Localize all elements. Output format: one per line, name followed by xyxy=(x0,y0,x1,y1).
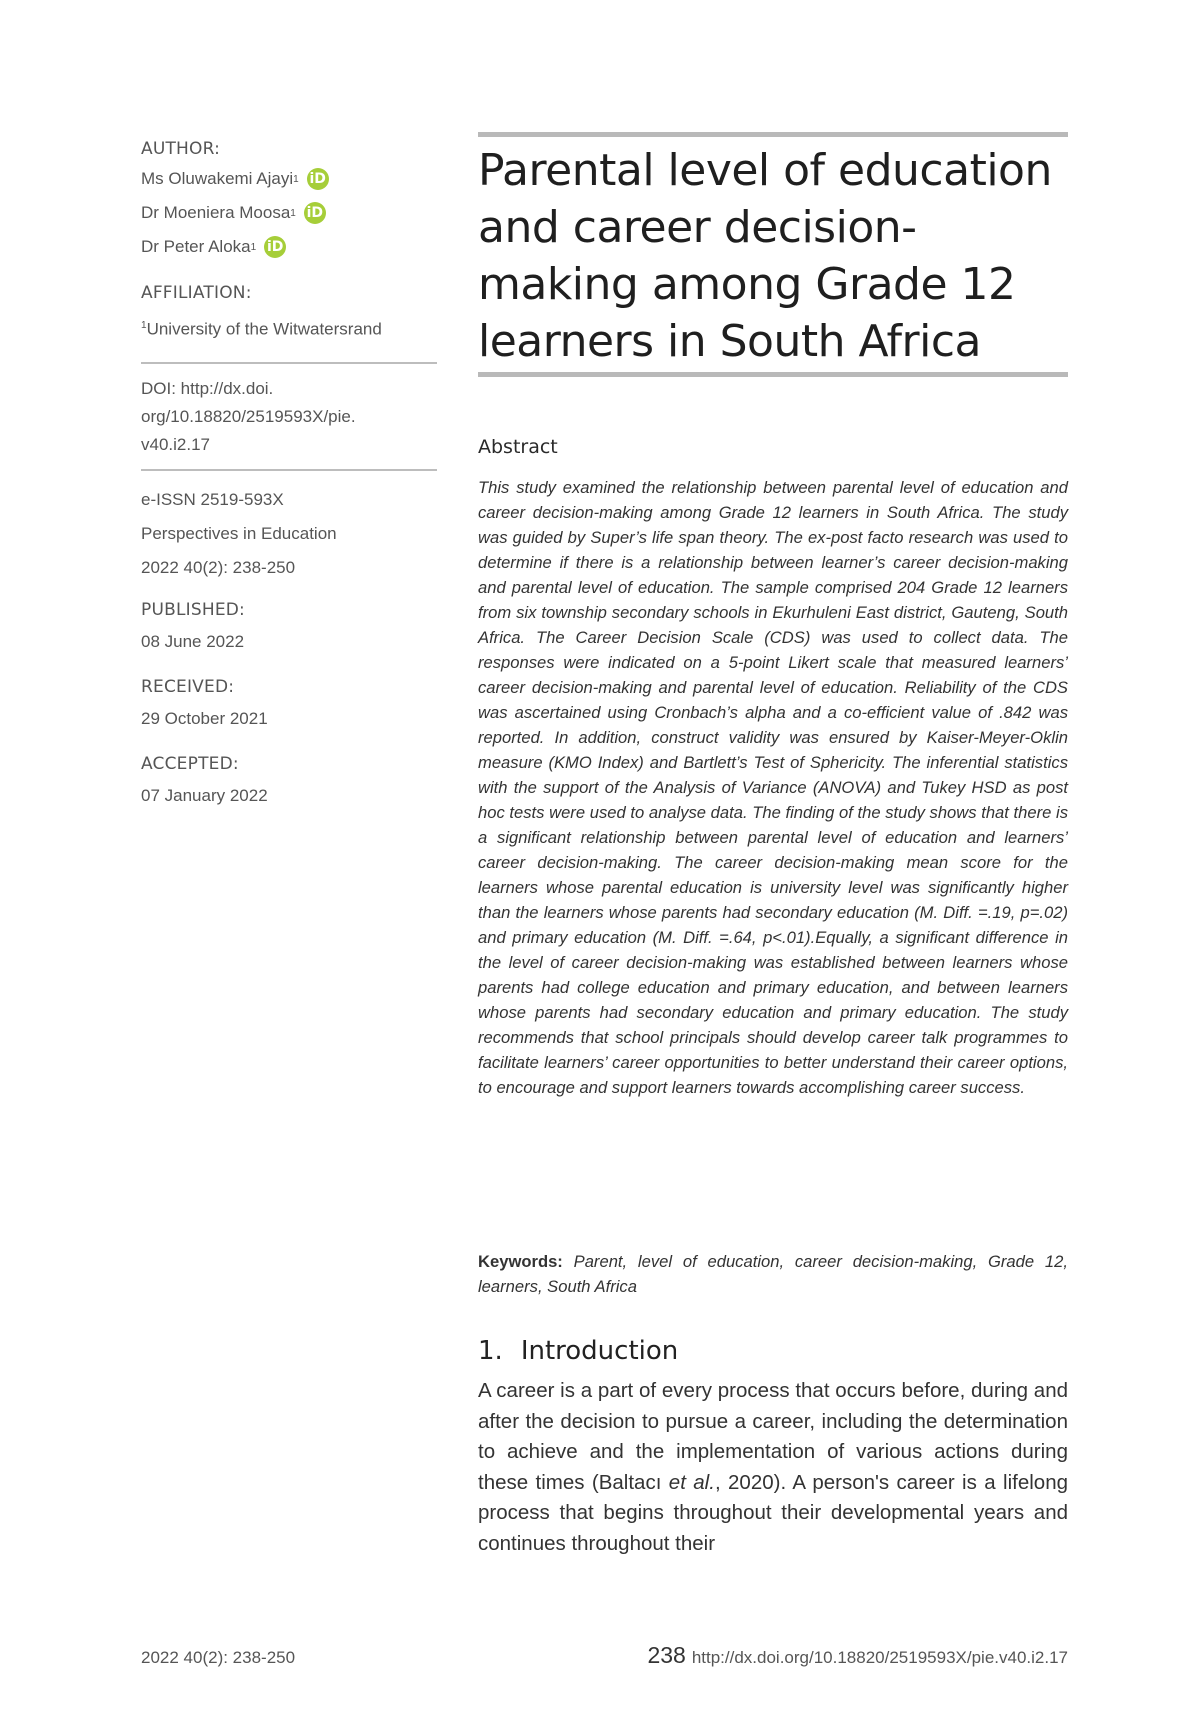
section-number: 1. xyxy=(478,1336,503,1366)
orcid-icon[interactable]: iD xyxy=(304,202,326,224)
published-label: PUBLISHED: xyxy=(141,599,245,620)
footer-doi-link[interactable]: http://dx.doi.org/10.18820/2519593X/pie.v40.i2.17 xyxy=(691,1648,1068,1667)
title-top-rule xyxy=(478,132,1068,137)
received-date: 29 October 2021 xyxy=(141,708,268,728)
keywords-text: Parent, level of education, career decision-making, Grade 12, learners, South Africa xyxy=(478,1252,1068,1296)
divider xyxy=(141,469,437,471)
keywords-label: Keywords: xyxy=(478,1252,563,1271)
doi-line: org/10.18820/2519593X/pie. xyxy=(141,406,356,426)
author-affiliation-sup: 1 xyxy=(290,207,296,219)
intro-text: , 2020). A person's career is a lifelong process that begins throughout their developmental years and continues throughout their xyxy=(478,1470,1068,1555)
article-title: Parental level of education and career decision-making among Grade 12 learners in South Africa xyxy=(478,145,1052,367)
doi-line: v40.i2.17 xyxy=(141,434,210,454)
divider xyxy=(141,362,437,364)
journal-name: Perspectives in Education xyxy=(141,523,337,543)
published-date: 08 June 2022 xyxy=(141,631,245,651)
author-label: AUTHOR: xyxy=(141,139,221,159)
doi-line: DOI: http://dx.doi. xyxy=(141,378,274,398)
accepted-label: ACCEPTED: xyxy=(141,753,239,774)
affiliation xyxy=(141,315,437,341)
article-metadata-sidebar xyxy=(141,138,437,807)
affiliation-sup: 1 xyxy=(141,320,147,331)
author-item xyxy=(141,196,437,230)
page-number: 238 xyxy=(647,1642,686,1668)
footer-right xyxy=(647,1642,1068,1669)
author-name: Ms Oluwakemi Ajayi xyxy=(141,169,294,188)
footer-citation: 2022 40(2): 238-250 xyxy=(141,1648,296,1667)
eissn: e-ISSN 2519-593X xyxy=(141,489,284,509)
intro-etal: et al. xyxy=(668,1470,715,1494)
abstract-heading: Abstract xyxy=(478,436,558,458)
orcid-icon[interactable]: iD xyxy=(264,236,286,258)
received-label: RECEIVED: xyxy=(141,676,235,697)
doi-block[interactable] xyxy=(141,375,437,459)
title-bottom-rule xyxy=(478,372,1068,377)
author-name: Dr Peter Aloka xyxy=(141,237,251,256)
author-affiliation-sup: 1 xyxy=(250,241,257,253)
section-heading-introduction xyxy=(478,1336,678,1366)
author-item xyxy=(141,230,437,264)
introduction-paragraph xyxy=(478,1376,1068,1559)
affiliation-name: University of the Witwatersrand xyxy=(146,319,382,339)
author-name: Dr Moeniera Moosa xyxy=(141,203,291,222)
keywords xyxy=(478,1249,1068,1299)
section-title: Introduction xyxy=(520,1336,679,1366)
affiliation-label: AFFILIATION: xyxy=(141,283,252,303)
author-item xyxy=(141,162,437,196)
author-affiliation-sup: 1 xyxy=(293,173,299,185)
intro-text: A career is a part of every process that occurs before, during and after the decision to pursue a career, including the determination to achieve and the implementation of various actions during these times (Baltacı xyxy=(478,1379,1068,1494)
citation: 2022 40(2): 238-250 xyxy=(141,557,296,577)
orcid-icon[interactable]: iD xyxy=(307,168,329,190)
abstract-text: This study examined the relationship between parental level of education and career decision-making among Grade 12 learners in South Africa. The study was guided by Super’s life span theory. The ex-post facto research was used to determine if there is a relationship between learner’s career decision-making and parental level of education. The sample comprised 204 Grade 12 learners from six township secondary schools in Ekurhuleni East district, Gauteng, South Africa. The Career Decision Scale (CDS) was used to collect data. The responses were indicated on a 5-point Likert scale that measured learners’ career decision-making and parental level of education. Reliability of the CDS was ascertained using Cronbach’s alpha and a co-efficient value of .842 was reported. In addition, construct validity was ensured by Kaiser-Meyer-Oklin measure (KMO Index) and Bartlett’s Test of Sphericity. The inferential statistics with the support of the Analysis of Variance (ANOVA) and Tukey HSD as post hoc tests were used to analyse data. The finding of the study shows that there is a significant relationship between parental level of education and learners’ career decision-making. The career decision-making mean score for the learners whose parental education is university level was significantly higher than the learners whose parents had secondary education (M. Diff. =.19, p=.02) and primary education (M. Diff. =.64, p<.01).Equally, a significant difference in the level of career decision-making was established between learners whose parents had college education and primary education, and between learners whose parents had secondary education and primary education. The study recommends that school principals should develop career talk programmes to facilitate learners’ career opportunities to better understand their career options, to encourage and support learners towards accomplishing career success. xyxy=(478,478,1068,1097)
accepted-date: 07 January 2022 xyxy=(141,785,268,805)
